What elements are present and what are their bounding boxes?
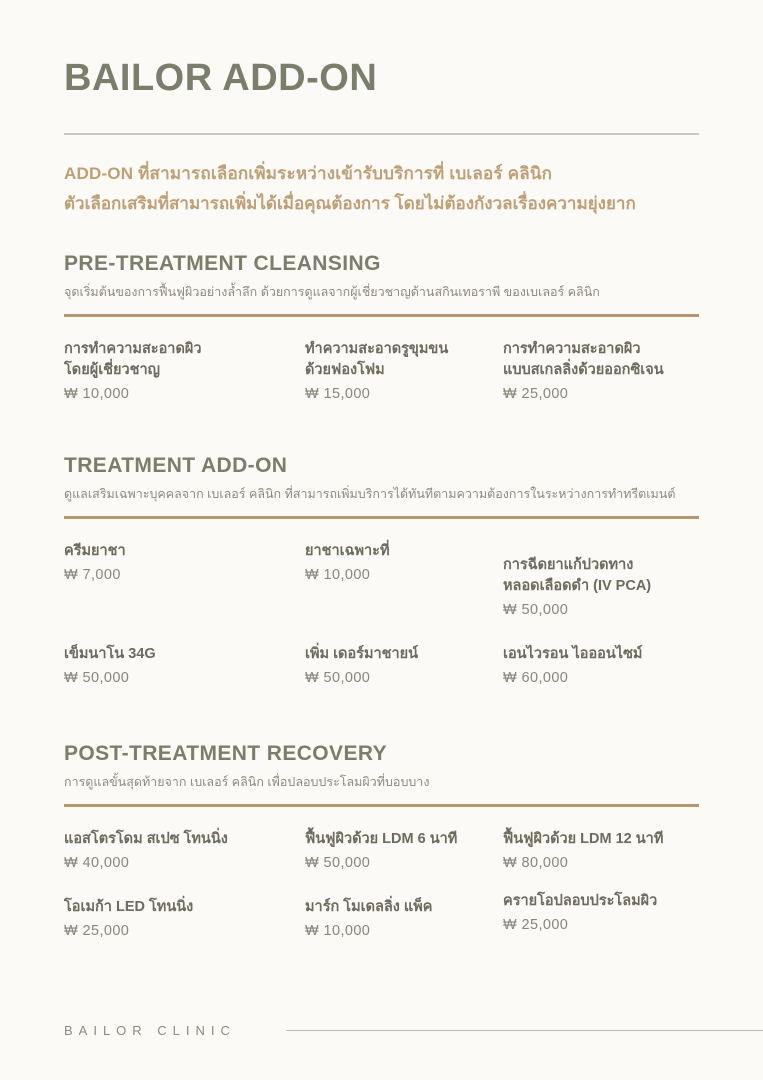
section-title: PRE-TREATMENT CLEANSING <box>64 252 381 276</box>
service-item[interactable] <box>503 829 699 871</box>
service-item-name: เข็มนาโน 34G <box>64 645 156 662</box>
subtitle-line-1: ADD-ON ที่สามารถเลือกเพิ่มระหว่างเข้ารับบริการที่ เบเลอร์ คลินิก <box>64 163 553 183</box>
section-description: ดูแลเสริมเฉพาะบุคคลจาก เบเลอร์ คลินิก ที่สามารถเพิ่มบริการได้ทันทีตามความต้องการในระหว่างการทำทรีตเมนต์ <box>64 487 676 502</box>
service-item-name: มาร์ก โมเดลลิ่ง แพ็ค <box>305 898 433 915</box>
subtitle-line-2: ตัวเลือกเสริมที่สามารถเพิ่มได้เมื่อคุณต้องการ โดยไม่ต้องกังวลเรื่องความยุ่งยาก <box>64 193 636 213</box>
service-item[interactable] <box>503 644 699 686</box>
service-item-price: ₩ 50,000 <box>64 669 130 686</box>
service-item-price: ₩ 50,000 <box>305 854 371 871</box>
service-item[interactable] <box>305 829 503 871</box>
item-grid <box>64 541 699 686</box>
footer-divider <box>286 1030 763 1031</box>
item-grid <box>64 339 699 402</box>
service-item-price: ₩ 60,000 <box>503 669 569 686</box>
service-item-name: โอเมก้า LED โทนนิ่ง <box>64 898 194 915</box>
service-item-price: ₩ 50,000 <box>305 669 371 686</box>
section-title: POST-TREATMENT RECOVERY <box>64 741 388 765</box>
title-divider <box>64 133 699 135</box>
service-item-name: ฟื้นฟูผิวด้วย LDM 12 นาที <box>503 830 664 847</box>
service-item[interactable] <box>503 541 699 618</box>
service-item-name: การทำความสะอาดผิว โดยผู้เชี่ยวชาญ <box>64 341 202 379</box>
service-item-name: เพิ่ม เดอร์มาชายน์ <box>305 645 419 662</box>
subtitle-block <box>64 159 699 219</box>
service-item[interactable] <box>64 897 305 939</box>
service-item[interactable] <box>64 339 305 402</box>
service-item[interactable] <box>64 829 305 871</box>
section-title: TREATMENT ADD-ON <box>64 454 288 478</box>
service-item[interactable] <box>305 897 503 939</box>
service-item-name: ทำความสะอาดรูขุมขน ด้วยฟองโฟม <box>305 341 449 379</box>
service-item[interactable] <box>503 891 699 933</box>
service-item-name: ครายโอปลอบประโลมผิว <box>503 892 658 909</box>
section <box>64 454 699 686</box>
service-item-name: ยาชาเฉพาะที่ <box>305 542 390 559</box>
service-item-name: เอนไวรอน ไอออนไซม์ <box>503 645 643 662</box>
sections-container <box>64 252 699 938</box>
section <box>64 252 699 402</box>
service-item-price: ₩ 25,000 <box>503 386 569 403</box>
service-item-price: ₩ 25,000 <box>64 922 130 939</box>
section <box>64 742 699 939</box>
service-item[interactable] <box>305 644 503 686</box>
service-item-name: แอสโตรโดม สเปซ โทนนิ่ง <box>64 830 228 847</box>
service-item-price: ₩ 15,000 <box>305 386 371 403</box>
footer <box>64 1023 763 1038</box>
service-item-price: ₩ 7,000 <box>64 566 121 583</box>
service-item[interactable] <box>503 339 699 402</box>
service-item-price: ₩ 10,000 <box>305 922 371 939</box>
section-description: จุดเริ่มต้นของการฟื้นฟูผิวอย่างล้ำลึก ด้วยการดูแลจากผู้เชี่ยวชาญด้านสกินเทอราพี ของเบเลอร์ คลินิก <box>64 285 600 300</box>
service-item-price: ₩ 50,000 <box>503 601 569 618</box>
service-item[interactable] <box>305 541 503 583</box>
service-item-name: ครีมยาชา <box>64 542 126 559</box>
section-divider <box>64 314 699 317</box>
service-item[interactable] <box>64 541 305 583</box>
service-item-price: ₩ 80,000 <box>503 854 569 871</box>
service-item-price: ₩ 10,000 <box>305 566 371 583</box>
page-title: BAILOR ADD-ON <box>64 57 378 99</box>
service-item-name: ฟื้นฟูผิวด้วย LDM 6 นาที <box>305 830 458 847</box>
service-item-price: ₩ 40,000 <box>64 854 130 871</box>
section-divider <box>64 804 699 807</box>
service-item[interactable] <box>305 339 503 402</box>
service-item-name: การฉีดยาแก้ปวดทาง หลอดเลือดดำ (IV PCA) <box>503 556 652 594</box>
service-item-name: การทำความสะอาดผิว แบบสเกลลิ่งด้วยออกซิเจน <box>503 341 664 379</box>
service-item-price: ₩ 25,000 <box>503 916 569 933</box>
service-item[interactable] <box>64 644 305 686</box>
item-grid <box>64 829 699 939</box>
service-item-price: ₩ 10,000 <box>64 386 130 403</box>
section-divider <box>64 516 699 519</box>
section-description: การดูแลขั้นสุดท้ายจาก เบเลอร์ คลินิก เพื่อปลอบประโลมผิวที่บอบบาง <box>64 774 430 789</box>
footer-brand: BAILOR CLINIC <box>64 1023 236 1038</box>
